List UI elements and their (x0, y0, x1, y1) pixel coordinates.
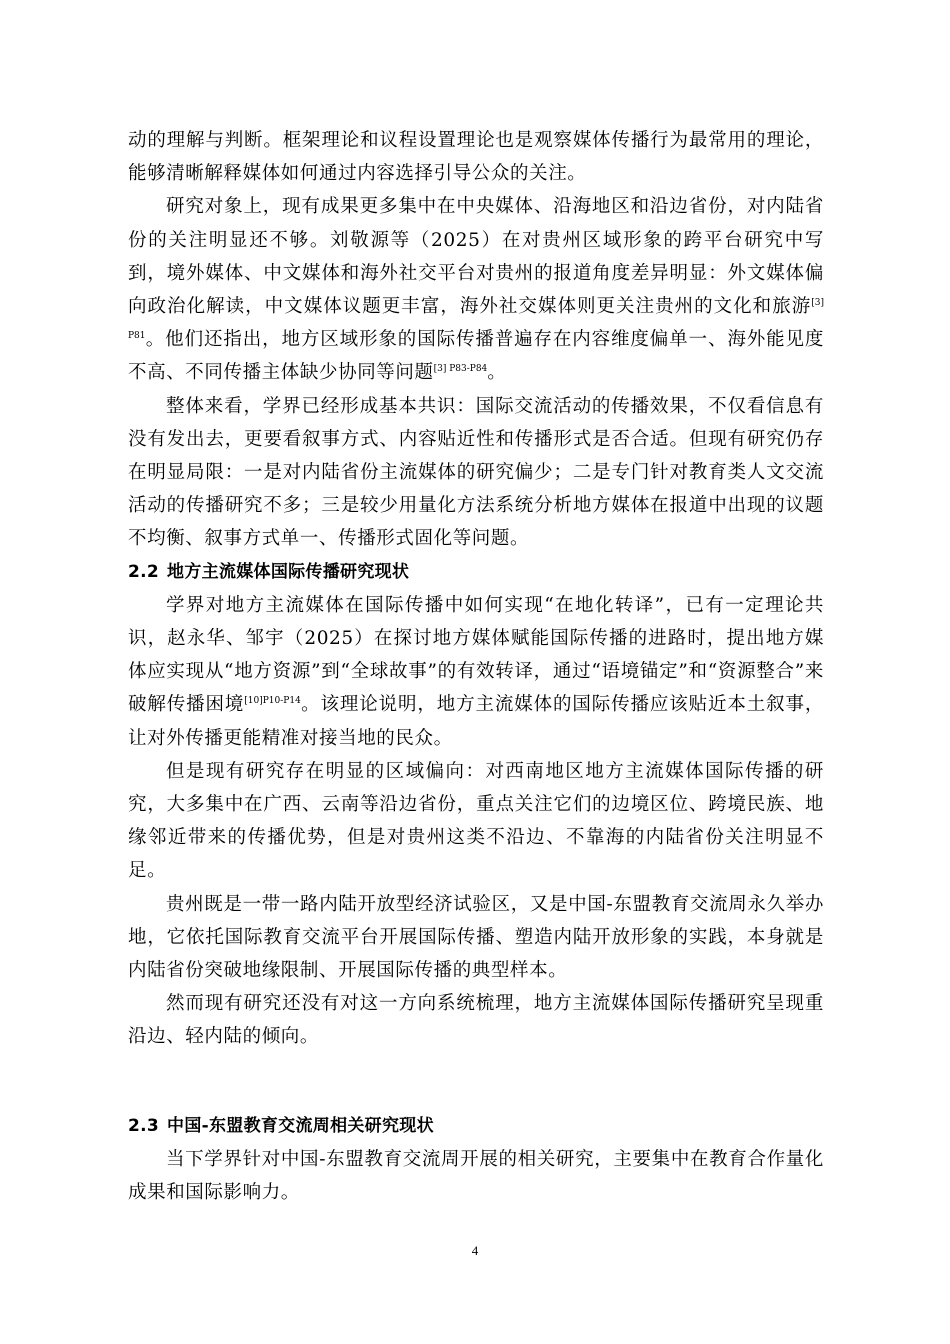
paragraph-research-objects (128, 190, 824, 389)
paragraph-summary (128, 390, 824, 556)
paragraph-education-week (128, 1143, 824, 1209)
section-heading-2-3 (128, 1110, 824, 1143)
paragraph-text: 当下学界针对中国-东盟教育交流周开展的相关研究，主要集中在教育合作量化成果和国际影响力。 (128, 1148, 824, 1204)
paragraph-text: 但是现有研究存在明显的区域偏向：对西南地区地方主流媒体国际传播的研究，大多集中在广西、云南等沿边省份，重点关注它们的边境区位、跨境民族、地缘邻近带来的传播优势，但是对贵州这类不沿边、不靠海的内陆省份关注明显不足。 (128, 760, 824, 882)
paragraph-continuation (128, 124, 824, 190)
paragraph-text: 学界对地方主流媒体在国际传播中如何实现“在地化转译”，已有一定理论共识，赵永华、邹宇（2025）在探讨地方媒体赋能国际传播的进路时，提出地方媒体应实现从“地方资源”到“全球故事”的有效转译，通过“语境锚定”和“资源整合”来破解传播困境 (128, 594, 824, 716)
section-number: 2.2 (128, 561, 160, 582)
paragraph-text: 贵州既是一带一路内陆开放型经济试验区，又是中国-东盟教育交流周永久举办地，它依托国际教育交流平台开展国际传播、塑造内陆开放形象的实践，本身就是内陆省份突破地缘限制、开展国际传播的典型样本。 (128, 893, 824, 982)
citation-superscript: [3] P81 (128, 298, 824, 342)
paragraph-guizhou (128, 888, 824, 988)
paragraph-text: 研究对象上，现有成果更多集中在中央媒体、沿海地区和沿边省份，对内陆省份的关注明显还不够。刘敬源等（2025）在对贵州区域形象的跨平台研究中写到，境外媒体、中文媒体和海外社交平台对贵州的报道角度差异明显：外文媒体偏向政治化解读，中文媒体议题更丰富，海外社交媒体则更关注贵州的文化和旅游 (128, 196, 824, 318)
paragraph-text: 然而现有研究还没有对这一方向系统梳理，地方主流媒体国际传播研究呈现重沿边、轻内陆的倾向。 (128, 993, 824, 1048)
citation-superscript: [10]P10-P14 (244, 696, 301, 707)
section-heading-2-2 (128, 556, 824, 589)
blank-space (128, 1054, 824, 1110)
paragraph-text: 动的理解与判断。框架理论和议程设置理论也是观察媒体传播行为最常用的理论，能够清晰解释媒体如何通过内容选择引导公众的关注。 (128, 130, 824, 185)
paragraph-text: 。 (487, 362, 507, 384)
paragraph-text: 。该理论说明，地方主流媒体的国际传播应该贴近本土叙事，让对外传播更能精准对接当地的民众。 (128, 694, 824, 749)
document-body (128, 124, 824, 1209)
paragraph-localization (128, 589, 824, 755)
section-title: 中国-东盟教育交流周相关研究现状 (167, 1115, 434, 1136)
paragraph-regional-bias (128, 755, 824, 888)
section-number: 2.3 (128, 1115, 160, 1136)
paragraph-gap (128, 987, 824, 1053)
paragraph-text: 整体来看，学界已经形成基本共识：国际交流活动的传播效果，不仅看信息有没有发出去，更要看叙事方式、内容贴近性和传播形式是否合适。但现有研究仍存在明显局限：一是对内陆省份主流媒体的研究偏少；二是专门针对教育类人文交流活动的传播研究不多；三是较少用量化方法系统分析地方媒体在报道中出现的议题不均衡、叙事方式单一、传播形式固化等问题。 (128, 395, 824, 550)
page-number: 4 (471, 1243, 479, 1258)
section-title: 地方主流媒体国际传播研究现状 (167, 561, 410, 582)
citation-superscript: [3] P83-P84 (433, 364, 488, 375)
paragraph-text: 。他们还指出，地方区域形象的国际传播普遍存在内容维度偏单一、海外能见度不高、不同传播主体缺少协同等问题 (128, 329, 824, 384)
